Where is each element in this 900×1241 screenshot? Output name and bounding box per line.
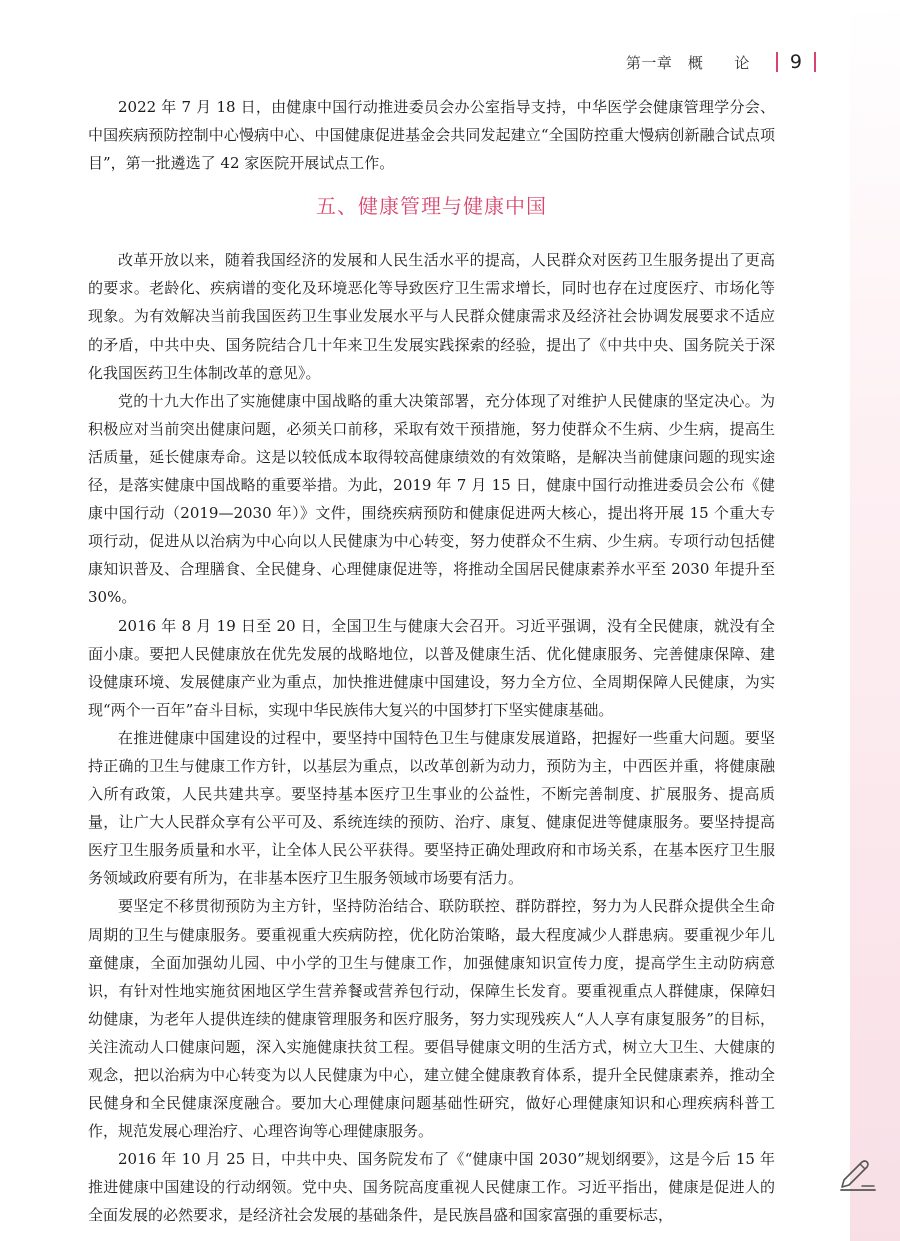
decorative-side-band xyxy=(850,0,900,1241)
pen-note-icon xyxy=(838,1158,878,1192)
header-divider xyxy=(776,52,778,72)
running-header xyxy=(626,50,828,74)
body-paragraph: 2016 年 8 月 19 日至 20 日，全国卫生与健康大会召开。习近平强调，没有全民健康，就没有全面小康。要把人民健康放在优先发展的战略地位，以普及健康生活、优化健康服务、完善健康保障、建设健康环境、发展健康产业为重点，加快推进健康中国建设，努力全方位、全周期保障人民健康，为实现“两个一百年”奋斗目标，实现中华民族伟大复兴的中国梦打下坚实健康基础。 xyxy=(88,616,775,719)
body-paragraph: 要坚定不移贯彻预防为主方针，坚持防治结合、联防联控、群防群控，努力为人民群众提供全生命周期的卫生与健康服务。要重视重大疾病防控，优化防治策略，最大程度减少人群患病。要重视少年儿童健康，全面加强幼儿园、中小学的卫生与健康工作，加强健康知识宣传力度，提高学生主动防病意识，有针对性地实施贫困地区学生营养餐或营养包行动，保障生长发育。要重视重点人群健康，保障妇幼健康，为老年人提供连续的健康管理服务和医疗服务，努力实现残疾人“人人享有康复服务”的目标，关注流动人口健康问题，深入实施健康扶贫工程。要倡导健康文明的生活方式，树立大卫生、大健康的观念，把以治病为中心转变为以人民健康为中心，建立健全健康教育体系，提升全民健康素养，推动全民健身和全民健康深度融合。要加大心理健康问题基础性研究，做好心理健康知识和心理疾病科普工作，规范发展心理治疗、心理咨询等心理健康服务。 xyxy=(88,897,775,1141)
page-number: 9 xyxy=(789,51,802,73)
body-paragraph: 在推进健康中国建设的过程中，要坚持中国特色卫生与健康发展道路，把握好一些重大问题。要坚持正确的卫生与健康工作方针，以基层为重点，以改革创新为动力，预防为主，中西医并重，将健康融入所有政策，人民共建共享。要坚持基本医疗卫生事业的公益性，不断完善制度、扩展服务、提高质量，让广大人民群众享有公平可及、系统连续的预防、治疗、康复、健康促进等健康服务。要坚持提高医疗卫生服务质量和水平，让全体人民公平获得。要坚持正确处理政府和市场关系，在基本医疗卫生服务领域政府要有所为，在非基本医疗卫生服务领域市场要有活力。 xyxy=(88,728,775,888)
page-body xyxy=(88,93,775,1230)
header-divider-right xyxy=(814,52,816,72)
chapter-title: 第一章 概 论 xyxy=(625,53,750,72)
section-title: 五、健康管理与健康中国 xyxy=(316,194,547,219)
intro-paragraph: 2022 年 7 月 18 日，由健康中国行动推进委员会办公室指导支持，中华医学会健康管理学分会、中国疾病预防控制中心慢病中心、中国健康促进基金会共同发起建立“全国防控重大慢病创新融合试点项目”，第一批遴选了 42 家医院开展试点工作。 xyxy=(88,98,775,173)
body-paragraph: 党的十九大作出了实施健康中国战略的重大决策部署，充分体现了对维护人民健康的坚定决心。为积极应对当前突出健康问题，必须关口前移，采取有效干预措施，努力使群众不生病、少生病，提高生活质量，延长健康寿命。这是以较低成本取得较高健康绩效的有效策略，是解决当前健康问题的现实途径，是落实健康中国战略的重要举措。为此，2019 年 7 月 15 日，健康中国行动推进委员会公布《健康中国行动（2019—2030 年）》文件，围绕疾病预防和健康促进两大核心，提出将开展 15 个重大专项行动，促进从以治病为中心向以人民健康为中心转变，努力使群众不生病、少生病。专项行动包括健康知识普及、合理膳食、全民健身、心理健康促进等，将推动全国居民健康素养水平至 2030 年提升至 30%。 xyxy=(88,391,775,607)
body-paragraph: 2016 年 10 月 25 日，中共中央、国务院发布了《“健康中国 2030”规划纲要》，这是今后 15 年推进健康中国建设的行动纲领。党中央、国务院高度重视人民健康工作。习近平指出，健康是促进人的全面发展的必然要求，是经济社会发展的基础条件，是民族昌盛和国家富强的重要标志， xyxy=(88,1150,775,1225)
body-paragraph: 改革开放以来，随着我国经济的发展和人民生活水平的提高，人民群众对医药卫生服务提出了更高的要求。老龄化、疾病谱的变化及环境恶化等导致医疗卫生需求增长，同时也存在过度医疗、市场化等现象。为有效解决当前我国医药卫生事业发展水平与人民群众健康需求及经济社会协调发展要求不适应的矛盾，中共中央、国务院结合几十年来卫生发展实践探索的经验，提出了《中共中央、国务院关于深化我国医药卫生体制改革的意见》。 xyxy=(88,251,775,382)
